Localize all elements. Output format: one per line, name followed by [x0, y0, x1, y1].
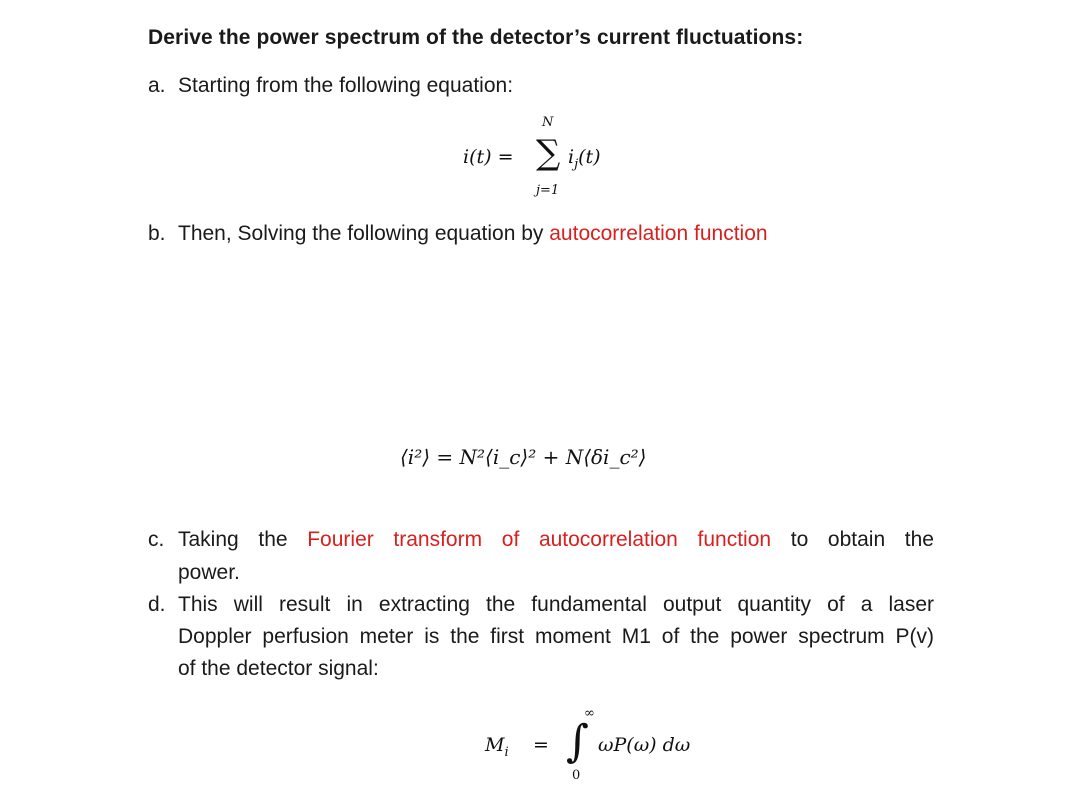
- integral-upper-limit: ∞: [584, 706, 595, 721]
- sum-lower-limit: j=1: [536, 183, 560, 198]
- item-text-line-1: Taking the Fourier transform of autocorrelation function to obtain the: [178, 528, 934, 551]
- highlight-autocorrelation: autocorrelation function: [549, 222, 768, 245]
- list-item-d: [0, 589, 1080, 689]
- item-text: Then, Solving the following equation by autocorrelation function: [178, 222, 768, 245]
- equation-lhs: i(t) =: [463, 146, 514, 168]
- equation-sum: [460, 115, 660, 205]
- item-text-line-2: power.: [178, 561, 240, 584]
- item-text-line-1: This will result in extracting the fundamental output quantity of a laser: [178, 593, 934, 616]
- sum-term: $i_j(t)$: [568, 146, 601, 172]
- item-marker: c.: [148, 528, 165, 551]
- equation-variance: [400, 445, 646, 469]
- sum-upper-limit: N: [542, 115, 554, 130]
- item-text-line-2: Doppler perfusion meter is the first moment M1 of the power spectrum P(v): [178, 625, 934, 648]
- item-marker: a.: [148, 74, 166, 97]
- item-marker: d.: [148, 593, 166, 616]
- equation-variance-text: ⟨i²⟩ = N²⟨i_c⟩² + N⟨δi_c²⟩: [400, 445, 647, 469]
- equation-first-moment: [480, 706, 740, 791]
- integrand: ωP(ω) dω: [598, 734, 691, 756]
- item-marker: b.: [148, 222, 166, 245]
- integral-symbol: ∫: [566, 716, 589, 767]
- moment-lhs: $M_i$: [485, 734, 509, 760]
- highlight-fourier: Fourier transform of autocorrelation function: [307, 528, 772, 551]
- summation-symbol: ∑: [536, 133, 561, 173]
- list-item-c: [0, 524, 1080, 594]
- integral-lower-limit: 0: [572, 768, 581, 783]
- page-heading: Derive the power spectrum of the detector’s current fluctuations:: [148, 26, 804, 49]
- item-text: Starting from the following equation:: [178, 74, 514, 97]
- item-text-line-3: of the detector signal:: [178, 657, 379, 680]
- equals-sign: =: [533, 734, 549, 756]
